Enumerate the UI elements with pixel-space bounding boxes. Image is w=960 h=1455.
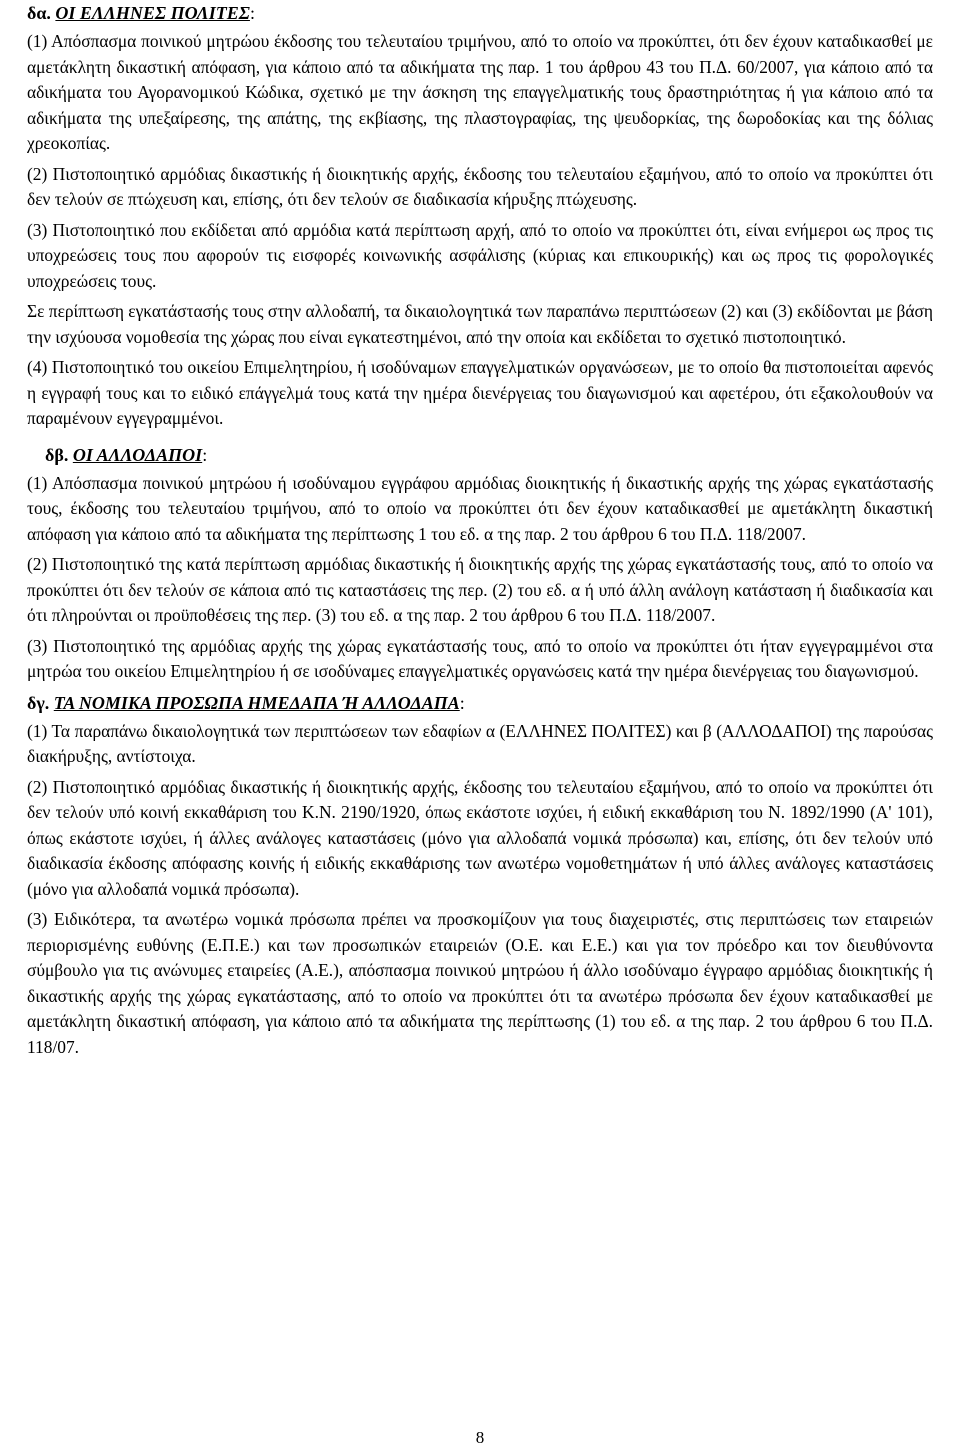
- section-b-paragraph: (3) Πιστοποιητικό της αρμόδιας αρχής της χώρας εγκατάστασής τους, από το οποίο να προκύπτει ότι ήταν εγγεγραμμένοι στα μητρώα του οικείου Επιμελητηρίου ή σε ισοδύναμες επαγγελματικές οργανώσεις κατά την ημέρα διενέργειας του διαγωνισμού.: [27, 635, 933, 681]
- section-b-paragraph: (1) Απόσπασμα ποινικού μητρώου ή ισοδύναμου εγγράφου αρμόδιας διοικητικής ή δικαστικής αρχής της χώρας εγκατάστασής τους, έκδοσης του τελευταίου τριμήνου, από το οποίο να προκύπτει ότι δεν έχουν καταδικασθεί με αμετάκλητη δικαστική απόφαση για κάποιο από τα αδικήματα της περίπτωσης 1 του εδ. α της παρ. 2 του άρθρου 6 του Π.Δ. 118/2007.: [27, 472, 933, 544]
- section-a-colon: :: [249, 3, 255, 23]
- section-c-paragraph: (2) Πιστοποιητικό αρμόδιας δικαστικής ή διοικητικής αρχής, έκδοσης του τελευταίου εξαμήνου, από το οποίο να προκύπτει ότι δεν τελούν υπό κοινή εκκαθάριση του Κ.Ν. 2190/1920, όπως εκάστοτε ισχύει, ή ειδική εκκαθάριση του Ν. 1892/1990 (Α' 101), όπως εκάστοτε ισχύει, ή άλλες ανάλογες καταστάσεις (μόνο για αλλοδαπά νομικά πρόσωπα) και, επίσης, ότι δεν τελούν υπό διαδικασία έκδοσης απόφασης κοινής ή ειδικής εκκαθάρισης των ανωτέρω νομοθετημάτων ή υπό άλλες ανάλογες καταστάσεις (μόνο για αλλοδαπά νομικά πρόσωπα).: [27, 776, 933, 899]
- section-c-heading: [27, 690, 933, 717]
- section-a-paragraph: (2) Πιστοποιητικό αρμόδιας δικαστικής ή διοικητικής αρχής, έκδοσης του τελευταίου εξαμήνου, από το οποίο να προκύπτει ότι δεν τελούν σε πτώχευση και, επίσης, ότι δεν τελούν σε διαδικασία κήρυξης πτώχευσης.: [27, 163, 933, 209]
- section-a-heading: [27, 0, 933, 27]
- section-b-colon: :: [202, 444, 208, 465]
- section-a-paragraph: (4) Πιστοποιητικό του οικείου Επιμελητηρίου, ή ισοδύναμων επαγγελματικών οργανώσεων, με το οποίο θα πιστοποιείται αφενός η εγγραφή τους και το ειδικό επάγγελμά τους κατά την ημέρα διενέργειας του διαγωνισμού και αφετέρου, ότι εξακολουθούν να παραμένουν εγγεγραμμένοι.: [27, 357, 933, 428]
- section-c-paragraph: (3) Ειδικότερα, τα ανωτέρω νομικά πρόσωπα πρέπει να προσκομίζουν για τους διαχειριστές, στις περιπτώσεις των εταιρειών περιορισμένης ευθύνης (Ε.Π.Ε.) και των προσωπικών εταιρειών (Ο.Ε. και Ε.Ε.) και για τον πρόεδρο και τον διευθύνοντα σύμβουλο για τις ανώνυμες εταιρείες (Α.Ε.), απόσπασμα ποινικού μητρώου ή άλλο ισοδύναμο έγγραφο αρμόδιας διοικητικής ή δικαστικής αρχής της χώρας εγκατάστασης, από το οποίο να προκύπτει ότι τα ανωτέρω πρόσωπα δεν έχουν καταδικασθεί με αμετάκλητη δικαστική απόφαση, για κάποιο από τα αδικήματα της περίπτωσης (1) του εδ. α της παρ. 2 του άρθρου 6 του Π.Δ. 118/07.: [27, 909, 933, 1057]
- section-c-paragraph: (1) Τα παραπάνω δικαιολογητικά των περιπτώσεων των εδαφίων α (ΕΛΛΗΝΕΣ ΠΟΛΙΤΕΣ) και β (ΑΛΛΟΔΑΠΟΙ) της παρούσας διακήρυξης, αντίστοιχα.: [27, 720, 933, 766]
- section-b-paragraph: (2) Πιστοποιητικό της κατά περίπτωση αρμόδιας δικαστικής ή διοικητικής αρχής της χώρας εγκατάστασής τους, από το οποίο να προκύπτει ότι δεν τελούν σε κάποια από τις καταστάσεις της περ. (2) του εδ. α ή υπό άλλη ανάλογη κατάσταση ή διαδικασία και ότι πληρούνται οι προϋποθέσεις της περ. (3) του εδ. α της παρ. 2 του άρθρου 6 του Π.Δ. 118/2007.: [27, 554, 933, 625]
- section-b-title: ΟΙ ΑΛΛΟΔΑΠΟΙ: [72, 444, 203, 465]
- section-b-heading: [27, 442, 933, 469]
- section-b-number: δβ.: [45, 444, 69, 465]
- section-a-number: δα.: [27, 3, 51, 23]
- section-c-number: δγ.: [27, 692, 50, 713]
- page-number: 8: [475, 1428, 485, 1447]
- section-a-paragraph: (3) Πιστοποιητικό που εκδίδεται από αρμόδια κατά περίπτωση αρχή, από το οποίο να προκύπτει ότι, είναι ενήμεροι ως προς τις υποχρεώσεις τους που αφορούν τις εισφορές κοινωνικής ασφάλισης (κύριας και επικουρικής) και ως προς τις φορολογικές υποχρεώσεις τους.: [27, 219, 933, 291]
- section-a-title: ΟΙ ΕΛΛΗΝΕΣ ΠΟΛΙΤΕΣ: [55, 3, 250, 23]
- document-page: [27, 0, 933, 1065]
- section-a-paragraph: (1) Απόσπασμα ποινικού μητρώου έκδοσης του τελευταίου τριμήνου, από το οποίο να προκύπτει, ότι δεν έχουν καταδικασθεί με αμετάκλητη δικαστική απόφαση, για κάποιο από τα αδικήματα της παρ. 1 του άρθρου 43 του Π.Δ. 60/2007, για κάποιο από τα αδικήματα του Αγορανομικού Κώδικα, σχετικό με την άσκηση της επαγγελματικής τους δραστηριότητας ή για κάποιο από τα αδικήματα της υπεξαίρεσης, της απάτης, της εκβίασης, της πλαστογραφίας, της ψευδορκίας, της δωροδοκίας και της δόλιας χρεοκοπίας.: [27, 31, 933, 153]
- section-a-paragraph: Σε περίπτωση εγκατάστασής τους στην αλλοδαπή, τα δικαιολογητικά των παραπάνω περιπτώσεων (2) και (3) εκδίδονται με βάση την ισχύουσα νομοθεσία της χώρας που είναι εγκατεστημένοι, από την οποία και εκδίδεται το σχετικό πιστοποιητικό.: [27, 301, 933, 347]
- section-c-colon: :: [459, 692, 465, 713]
- section-c-title: ΤΑ ΝΟΜΙΚΑ ΠΡΟΣΩΠΑ ΗΜΕΔΑΠΑ Ή ΑΛΛΟΔΑΠΑ: [53, 692, 460, 713]
